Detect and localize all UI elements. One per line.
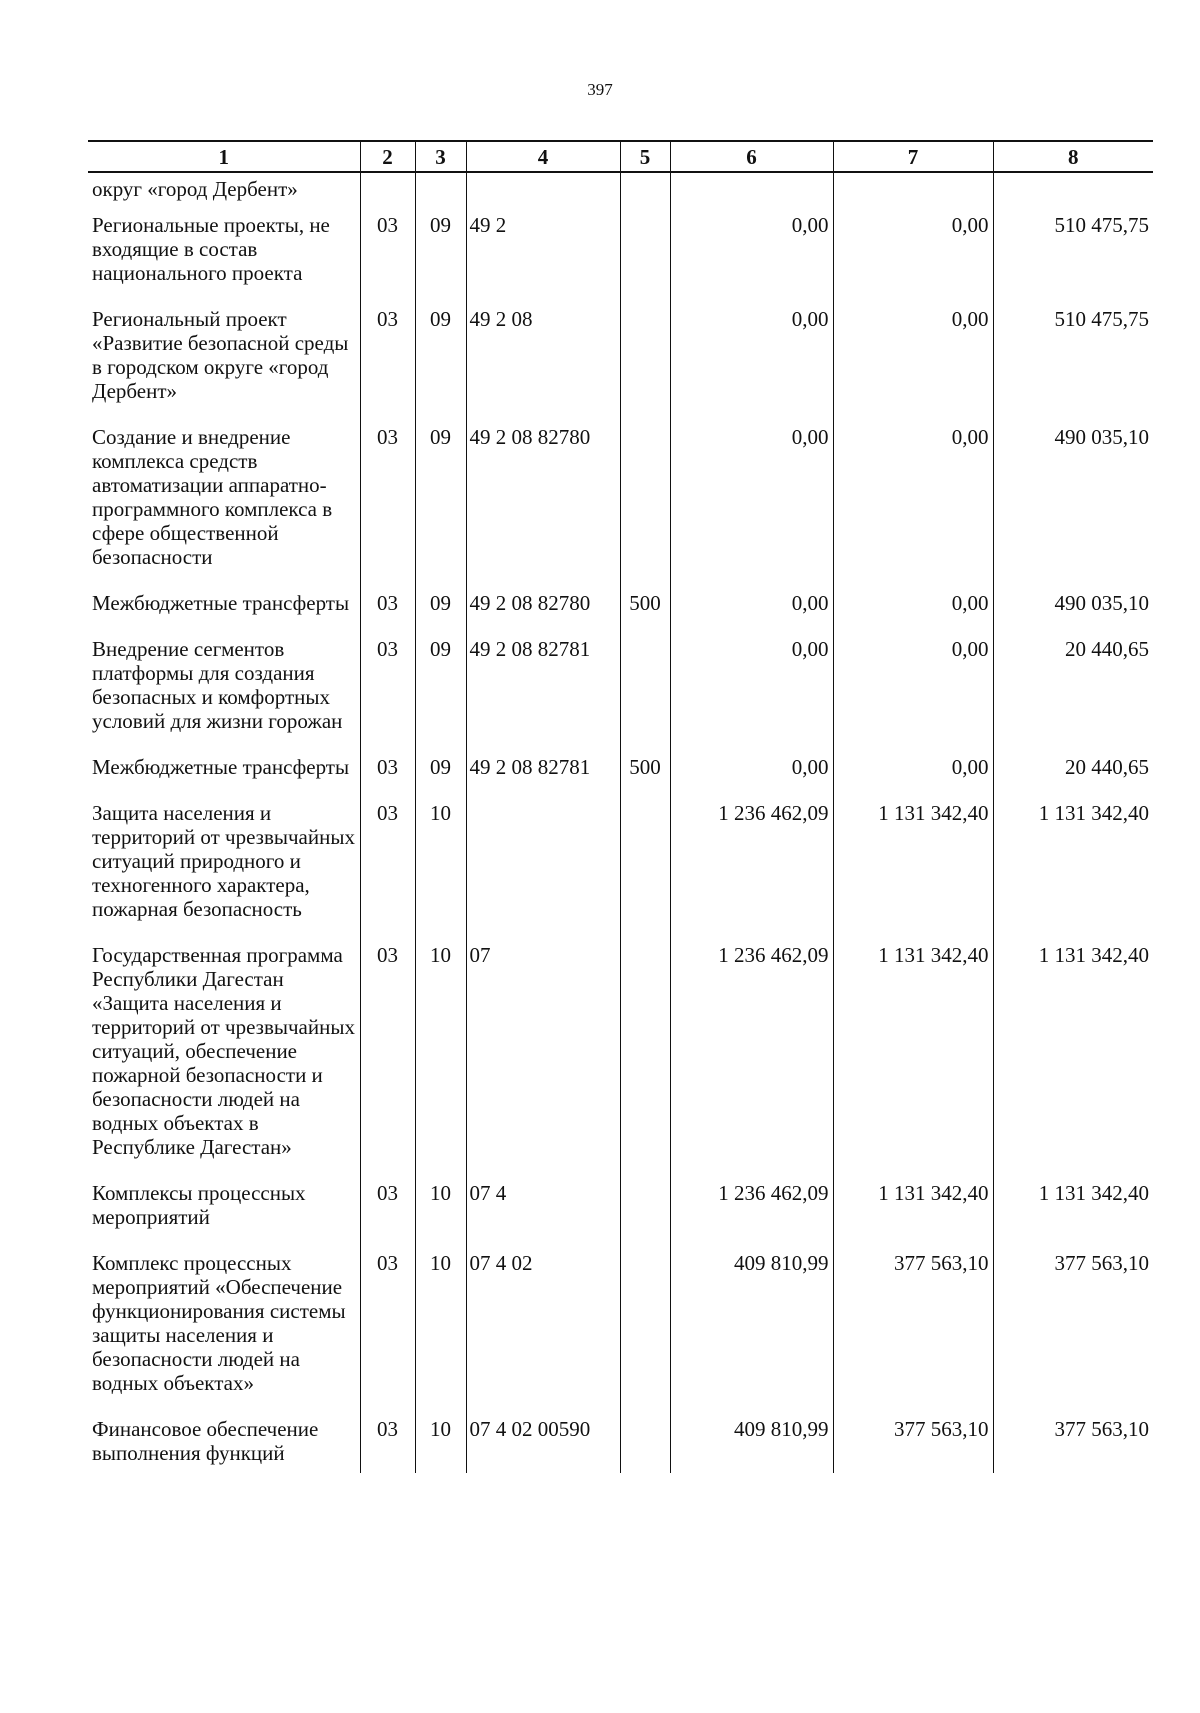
target-article-cell: 07 (466, 943, 620, 1181)
subsection-code-cell: 10 (415, 1181, 466, 1251)
amount-col8-cell: 1 131 342,40 (993, 1181, 1153, 1251)
section-code-cell: 03 (360, 425, 415, 591)
column-header: 2 (360, 141, 415, 172)
row-name-cell: Комплексы процессных мероприятий (92, 1181, 306, 1229)
amount-col8-cell (993, 172, 1153, 213)
row-name-cell: Государственная программа Республики Дагестан «Защита населения и территорий от чрезвычайных ситуаций, обеспечение пожарной безопасности и безопасности людей на водных объектах в Республике Дагестан» (92, 943, 355, 1159)
row-name-cell: Защита населения и территорий от чрезвычайных ситуаций природного и техногенного характера, пожарная безопасность (92, 801, 355, 921)
amount-col8-cell: 490 035,10 (993, 591, 1153, 637)
section-code-cell: 03 (360, 1251, 415, 1417)
table-row (88, 1417, 1153, 1473)
page-number: 397 (587, 80, 613, 99)
expense-type-cell (620, 943, 670, 1181)
amount-col6-cell: 1 236 462,09 (670, 801, 833, 943)
table-row (88, 1251, 1153, 1417)
amount-col7-cell: 0,00 (833, 637, 993, 755)
table-header-row (88, 141, 1153, 172)
section-code-cell: 03 (360, 943, 415, 1181)
subsection-code-cell: 09 (415, 591, 466, 637)
column-header: 1 (88, 141, 360, 172)
amount-col6-cell (670, 172, 833, 213)
amount-col6-cell: 409 810,99 (670, 1417, 833, 1473)
amount-col7-cell: 377 563,10 (833, 1251, 993, 1417)
table-row (88, 425, 1153, 591)
subsection-code-cell: 09 (415, 637, 466, 755)
target-article-cell: 49 2 08 82781 (466, 755, 620, 801)
amount-col7-cell: 0,00 (833, 591, 993, 637)
row-name-cell: Внедрение сегментов платформы для создания безопасных и комфортных условий для жизни горожан (92, 637, 343, 733)
section-code-cell: 03 (360, 307, 415, 425)
expense-type-cell: 500 (620, 591, 670, 637)
amount-col8-cell: 510 475,75 (993, 307, 1153, 425)
subsection-code-cell: 10 (415, 1251, 466, 1417)
row-name-cell: Создание и внедрение комплекса средств автоматизации аппаратно-программного комплекса в сфере общественной безопасности (92, 425, 333, 569)
section-code-cell: 03 (360, 591, 415, 637)
amount-col6-cell: 1 236 462,09 (670, 1181, 833, 1251)
target-article-cell: 49 2 08 (466, 307, 620, 425)
expense-type-cell (620, 1251, 670, 1417)
amount-col7-cell: 1 131 342,40 (833, 1181, 993, 1251)
amount-col6-cell: 0,00 (670, 637, 833, 755)
target-article-cell: 07 4 02 00590 (466, 1417, 620, 1473)
expense-type-cell (620, 213, 670, 307)
table-row (88, 755, 1153, 801)
amount-col8-cell: 377 563,10 (993, 1417, 1153, 1473)
subsection-code-cell: 10 (415, 943, 466, 1181)
expense-type-cell (620, 307, 670, 425)
amount-col8-cell: 20 440,65 (993, 637, 1153, 755)
column-header: 3 (415, 141, 466, 172)
table-row (88, 1181, 1153, 1251)
expense-type-cell (620, 425, 670, 591)
column-header: 6 (670, 141, 833, 172)
amount-col6-cell: 0,00 (670, 213, 833, 307)
amount-col7-cell: 0,00 (833, 213, 993, 307)
amount-col7-cell: 0,00 (833, 307, 993, 425)
amount-col6-cell: 0,00 (670, 591, 833, 637)
amount-col7-cell: 0,00 (833, 755, 993, 801)
amount-col7-cell: 0,00 (833, 425, 993, 591)
amount-col8-cell: 1 131 342,40 (993, 801, 1153, 943)
target-article-cell: 49 2 08 82780 (466, 425, 620, 591)
table-row (88, 172, 1153, 213)
subsection-code-cell: 10 (415, 1417, 466, 1473)
amount-col8-cell: 1 131 342,40 (993, 943, 1153, 1181)
amount-col6-cell: 0,00 (670, 307, 833, 425)
section-code-cell: 03 (360, 755, 415, 801)
section-code-cell: 03 (360, 1417, 415, 1473)
subsection-code-cell: 10 (415, 801, 466, 943)
amount-col6-cell: 0,00 (670, 425, 833, 591)
subsection-code-cell: 09 (415, 755, 466, 801)
table-row (88, 591, 1153, 637)
row-name-cell: округ «город Дербент» (92, 177, 298, 201)
subsection-code-cell: 09 (415, 307, 466, 425)
target-article-cell (466, 172, 620, 213)
target-article-cell (466, 801, 620, 943)
table-row (88, 213, 1153, 307)
section-code-cell: 03 (360, 213, 415, 307)
amount-col8-cell: 20 440,65 (993, 755, 1153, 801)
subsection-code-cell (415, 172, 466, 213)
target-article-cell: 49 2 (466, 213, 620, 307)
expense-type-cell (620, 637, 670, 755)
table-row (88, 637, 1153, 755)
expense-type-cell (620, 172, 670, 213)
row-name-cell: Межбюджетные трансферты (92, 591, 350, 615)
amount-col7-cell: 1 131 342,40 (833, 943, 993, 1181)
row-name-cell: Региональные проекты, не входящие в состав национального проекта (92, 213, 330, 285)
expense-type-cell (620, 1417, 670, 1473)
amount-col7-cell: 1 131 342,40 (833, 801, 993, 943)
row-name-cell: Финансовое обеспечение выполнения функций (92, 1417, 319, 1465)
subsection-code-cell: 09 (415, 425, 466, 591)
column-header: 5 (620, 141, 670, 172)
target-article-cell: 49 2 08 82781 (466, 637, 620, 755)
table-row (88, 801, 1153, 943)
column-header: 7 (833, 141, 993, 172)
amount-col6-cell: 409 810,99 (670, 1251, 833, 1417)
column-header: 4 (466, 141, 620, 172)
section-code-cell: 03 (360, 801, 415, 943)
subsection-code-cell: 09 (415, 213, 466, 307)
amount-col8-cell: 377 563,10 (993, 1251, 1153, 1417)
amount-col7-cell (833, 172, 993, 213)
row-name-cell: Региональный проект «Развитие безопасной среды в городском округе «город Дербент» (92, 307, 349, 403)
expense-type-cell (620, 801, 670, 943)
section-code-cell: 03 (360, 1181, 415, 1251)
table-row (88, 307, 1153, 425)
section-code-cell (360, 172, 415, 213)
target-article-cell: 49 2 08 82780 (466, 591, 620, 637)
expense-type-cell (620, 1181, 670, 1251)
target-article-cell: 07 4 (466, 1181, 620, 1251)
column-header: 8 (993, 141, 1153, 172)
table-row (88, 943, 1153, 1181)
row-name-cell: Межбюджетные трансферты (92, 755, 350, 779)
amount-col6-cell: 0,00 (670, 755, 833, 801)
amount-col7-cell: 377 563,10 (833, 1417, 993, 1473)
target-article-cell: 07 4 02 (466, 1251, 620, 1417)
section-code-cell: 03 (360, 637, 415, 755)
budget-table (88, 140, 1153, 1473)
amount-col6-cell: 1 236 462,09 (670, 943, 833, 1181)
amount-col8-cell: 510 475,75 (993, 213, 1153, 307)
row-name-cell: Комплекс процессных мероприятий «Обеспечение функционирования системы защиты населения и безопасности людей на водных объектах» (92, 1251, 346, 1395)
expense-type-cell: 500 (620, 755, 670, 801)
amount-col8-cell: 490 035,10 (993, 425, 1153, 591)
